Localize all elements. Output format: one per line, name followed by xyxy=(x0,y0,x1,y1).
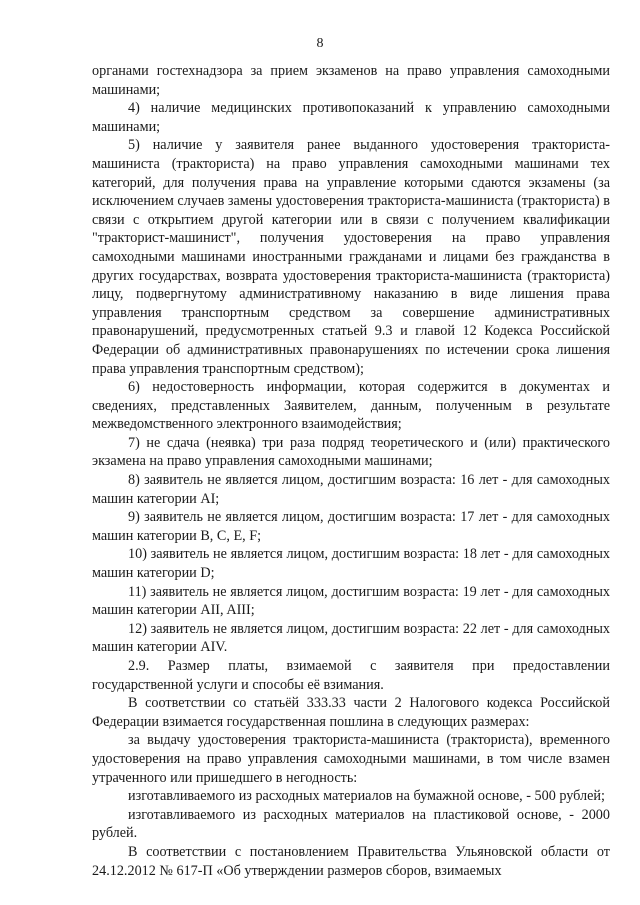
paragraph: 4) наличие медицинских противопоказаний к управлению самоходными машинами; xyxy=(92,100,610,135)
paragraph: изготавливаемого из расходных материалов на бумажной основе, - 500 рублей; xyxy=(128,788,605,805)
paragraph: 12) заявитель не является лицом, достигшим возраста: 22 лет - для самоходных машин категории AIV. xyxy=(92,620,610,656)
paragraph: за выдачу удостоверения тракториста-машиниста (тракториста), временного удостоверения на право управления самоходными машинами, в том числе взамен утраченного или пришедшего в негодность: xyxy=(92,732,610,786)
paragraph: В соответствии со статьёй 333.33 части 2 Налогового кодекса Российской Федерации взимается государственная пошлина в следующих размерах: xyxy=(92,695,610,730)
paragraph: 8) заявитель не является лицом, достигшим возраста: 16 лет - для самоходных машин категории AI; xyxy=(92,472,610,507)
document-body xyxy=(92,62,610,880)
section-heading: 2.9. Размер платы, взимаемой с заявителя при предоставлении государственной услуги и способы её взимания. xyxy=(92,658,610,693)
paragraph: изготавливаемого из расходных материалов на пластиковой основе, - 2000 рублей. xyxy=(92,806,610,842)
paragraph: 5) наличие у заявителя ранее выданного удостоверения тракториста-машиниста (тракториста) на право управления самоходными машинами тех категорий, для получения права на управление которыми сдаются экзамены (за исключением случаев замены удостоверения тракториста-машиниста (тракториста) в связи с открытием другой категории или в связи с получением квалификации "тракторист-машинист", получения удостоверения на право управления самоходными машинами иностранными гражданами и лицами без гражданства в других государствах, возврата удостоверения тракториста-машиниста (тракториста) лицу, подвергнутому административному наказанию в виде лишения права управления транспортным средством за совершение административных правонарушений, предусмотренных статьей 9.3 и главой 12 Кодекса Российской Федерации об административных правонарушениях по истечении срока лишения права управления транспортным средством); xyxy=(92,137,610,377)
paragraph: 9) заявитель не является лицом, достигшим возраста: 17 лет - для самоходных машин категории B, C, E, F; xyxy=(92,509,610,544)
paragraph: 11) заявитель не является лицом, достигшим возраста: 19 лет - для самоходных машин категории AII, AIII; xyxy=(92,583,610,619)
paragraph: 6) недостоверность информации, которая содержится в документах и сведениях, представленных Заявителем, данным, полученным в результате межведомственного электронного взаимодействия; xyxy=(92,379,610,433)
paragraph: органами гостехнадзора за прием экзаменов на право управления самоходными машинами; xyxy=(92,63,610,98)
page-number: 8 xyxy=(316,36,324,51)
paragraph: В соответствии с постановлением Правительства Ульяновской области от 24.12.2012 № 617-П «Об утверждении размеров сборов, взимаемых xyxy=(92,843,610,879)
paragraph: 10) заявитель не является лицом, достигшим возраста: 18 лет - для самоходных машин категории D; xyxy=(92,546,610,582)
paragraph: 7) не сдача (неявка) три раза подряд теоретического и (или) практического экзамена на право управления самоходными машинами; xyxy=(92,434,610,470)
